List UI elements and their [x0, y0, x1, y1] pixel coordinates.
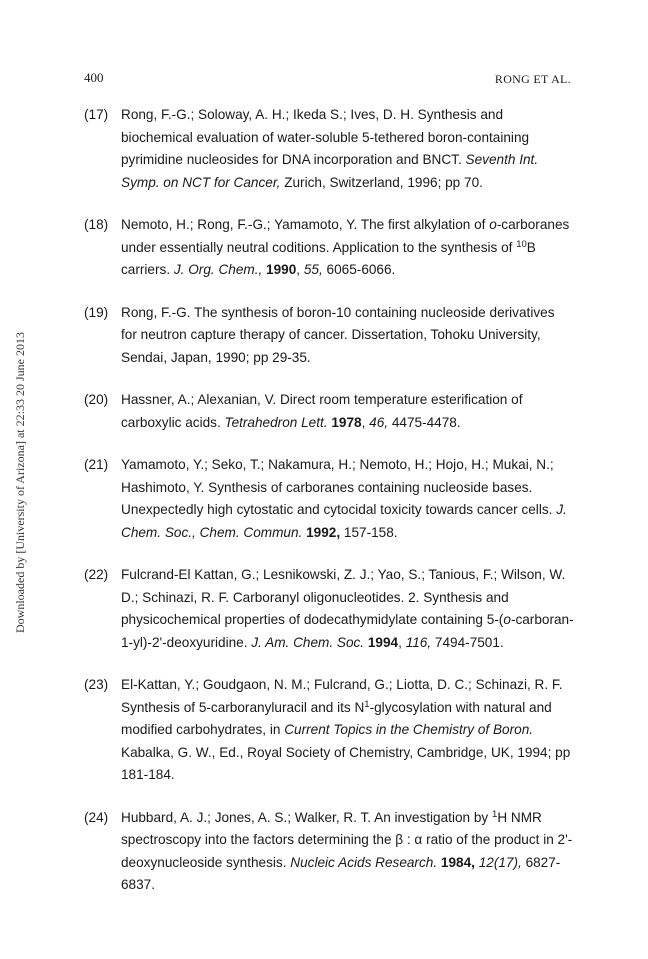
reference-number: (19)	[84, 304, 109, 320]
download-watermark: Downloaded by [University of Arizona] at 22:33 20 June 2013	[13, 332, 27, 633]
reference-number: (24)	[84, 809, 109, 825]
reference-19	[84, 302, 574, 370]
reference-21	[84, 454, 574, 544]
reference-number: (20)	[84, 392, 109, 407]
reference-text: Fulcrand-El Kattan, G.; Lesnikowski, Z. J.; Yao, S.; Tanious, F.; Wilson, W. D.; Schinazi, R. F. Carboranyl oligonucleotides. 2. Synthesis and physicochemical properties of dodecathymidylate containing 5-(o-carboran-1-yl)-2'-deoxyuridine. J. Am. Chem. Soc. 1994, 116, 7494-7501.	[121, 567, 574, 650]
reference-text: Rong, F.-G. The synthesis of boron-10 containing nucleoside derivatives for neutron capture therapy of cancer. Dissertation, Tohoku University, Sendai, Japan, 1990; pp 29-35.	[121, 304, 555, 365]
reference-23	[84, 674, 574, 787]
reference-list	[84, 104, 574, 917]
reference-number: (17)	[84, 107, 109, 122]
reference-24	[84, 807, 574, 897]
reference-number: (21)	[84, 457, 109, 472]
reference-text: Nemoto, H.; Rong, F.-G.; Yamamoto, Y. The first alkylation of o-carboranes under essentially neutral coditions. Application to the synthesis of $^{10}$B carriers. J. Org. Chem., 1990, 55, 6065-6066.	[121, 217, 570, 277]
reference-number: (23)	[84, 677, 109, 692]
running-head: RONG ET AL.	[494, 72, 571, 86]
reference-text: Hubbard, A. J.; Jones, A. S.; Walker, R. T. An investigation by $^1$H NMR spectroscopy into the factors determining the β : α ratio of the product in 2'-deoxynucleoside synthesis. Nucleic Acids Research. 1984, 12(17), 6827-6837.	[121, 808, 573, 892]
reference-text: Hassner, A.; Alexanian, V. Direct room temperature esterification of carboxylic acids. Tetrahedron Lett. 1978, 46, 4475-4478.	[121, 392, 523, 430]
reference-text: El-Kattan, Y.; Goudgaon, N. M.; Fulcrand, G.; Liotta, D. C.; Schinazi, R. F. Synthesis of 5-carboranyluracil and its $N^1$-glycosylation with natural and modified carbohydrates, in Current Topics in the Chemistry of Boron. Kabalka, G. W., Ed., Royal Society of Chemistry, Cambridge, UK, 1994; pp 181-184.	[121, 677, 571, 782]
reference-20	[84, 389, 574, 434]
reference-number: (22)	[84, 567, 109, 582]
page-number: 400	[84, 70, 104, 85]
reference-22	[84, 564, 574, 654]
reference-17	[84, 104, 574, 194]
reference-text: Yamamoto, Y.; Seko, T.; Nakamura, H.; Nemoto, H.; Hojo, H.; Mukai, N.; Hashimoto, Y. Synthesis of carboranes containing nucleoside bases. Unexpectedly high cytostatic and cytocidal toxicity towards cancer cells. J. Chem. Soc., Chem. Commun. 1992, 157-158.	[121, 457, 567, 540]
reference-number: (18)	[84, 217, 109, 232]
reference-text: Rong, F.-G.; Soloway, A. H.; Ikeda S.; Ives, D. H. Synthesis and biochemical evaluation of water-soluble 5-tethered boron-containing pyrimidine nucleosides for DNA incorporation and BNCT. Seventh Int. Symp. on NCT for Cancer, Zurich, Switzerland, 1996; pp 70.	[121, 107, 539, 190]
reference-18	[84, 214, 574, 282]
